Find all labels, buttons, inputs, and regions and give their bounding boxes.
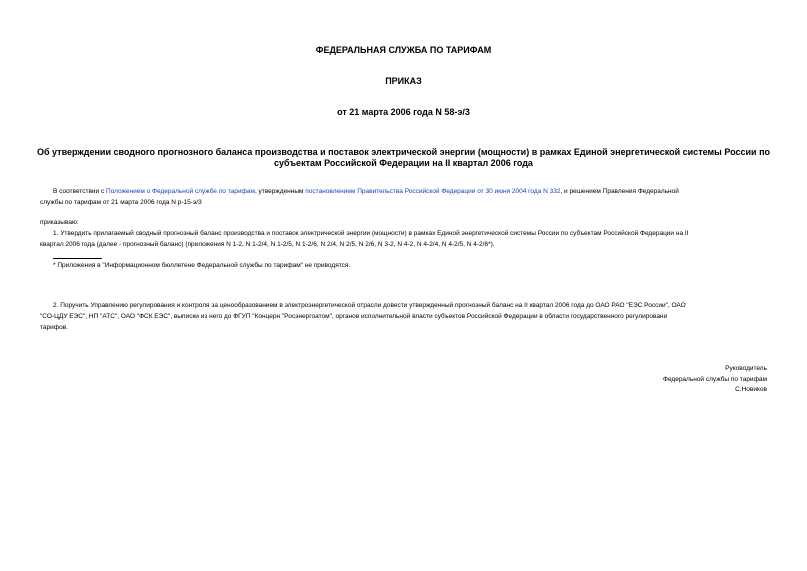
item-2-line-3: тарифов. [40, 324, 68, 331]
preamble-text-b: , утвержденным [254, 188, 306, 195]
preamble-line-2: службы по тарифам от 21 марта 2006 года N р-15-э/3 [40, 199, 202, 206]
document-title [30, 147, 777, 169]
preamble-line-1 [53, 187, 679, 197]
preamble-text-c: , и решением Правления Федеральной [560, 188, 679, 195]
signature-role: Руководитель [725, 365, 767, 372]
preamble-text-a: В соответствии с [53, 188, 107, 195]
date-number-heading: от 21 марта 2006 года N 58-э/3 [337, 107, 470, 117]
footnote: * Приложения в "Информационном бюллетене Федеральной службы по тарифам" не приводятся. [53, 262, 351, 269]
doc-type-heading: ПРИКАЗ [385, 76, 422, 86]
item-2-line-1: 2. Поручить Управлению регулирования и контроля за ценообразованием в электроэнергетической отрасли довести утвержденный прогнозный баланс на II квартал 2006 года до ОАО РАО "ЕЭС России", ОАО [53, 302, 686, 309]
title-line-2: субъектам Российской Федерации на II квартал 2006 года [274, 158, 533, 168]
agency-heading: ФЕДЕРАЛЬНАЯ СЛУЖБА ПО ТАРИФАМ [315, 45, 492, 55]
footnote-divider [53, 258, 102, 259]
order-word: приказываю: [40, 219, 79, 226]
item-1-line-1: 1. Утвердить прилагаемый сводный прогнозный баланс производства и поставок электрической энергии (мощности) в рамках Единой энергетической системы России по субъектам Российской Федерации на II [53, 230, 689, 237]
regulation-link[interactable]: Положением о Федеральной службе по тарифам [106, 188, 255, 195]
item-1-line-2: квартал 2006 года (далее - прогнозный баланс) (приложения N 1-2, N 1-2/4, N 1-2/5, N 1-2/6, N 2/4, N 2/5, N 2/6, N 3-2, N 4-2, N 4-2/4, N 4-2/5, N 4-2/6*). [40, 241, 495, 248]
signature-name: С.Новиков [735, 386, 767, 393]
item-2-line-2: "СО-ЦДУ ЕЭС", НП "АТС", ОАО "ФСК ЕЭС", выписки из него до ФГУП "Концерн "Росэнергоатом", органов исполнительной власти субъектов Российской Федерации в области государственного регулировани [40, 313, 668, 320]
title-line-1: Об утверждении сводного прогнозного баланса производства и поставок электрической энергии (мощности) в рамках Единой энергетической системы России по [37, 147, 770, 157]
government-decree-link[interactable]: постановлением Правительства Российской Федерации от 30 июня 2004 года N 332 [305, 188, 561, 195]
signature-org: Федеральной службы по тарифам [663, 376, 767, 383]
